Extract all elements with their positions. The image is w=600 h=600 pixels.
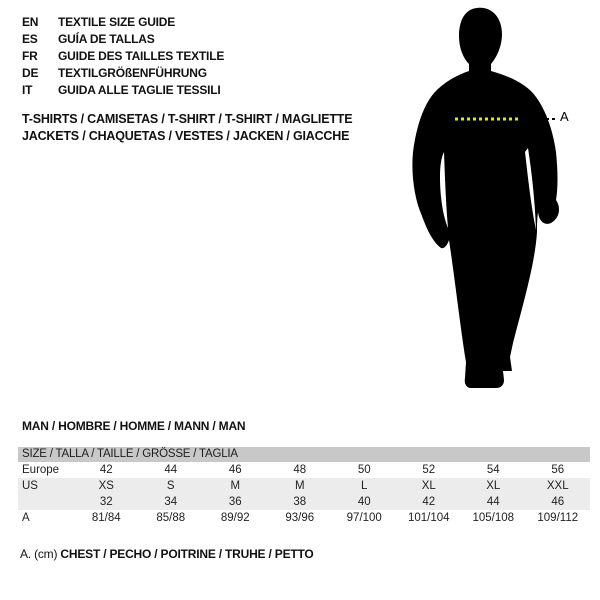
- category-jackets: JACKETS / CHAQUETAS / VESTES / JACKEN / GIACCHE: [22, 129, 350, 143]
- size-cell: 42: [422, 496, 436, 508]
- size-cell: 56: [551, 464, 565, 476]
- language-code: IT: [22, 83, 33, 97]
- gender-heading: MAN / HOMBRE / HOMME / MANN / MAN: [22, 419, 246, 433]
- size-cell: 48: [293, 464, 307, 476]
- garment-categories: [22, 111, 352, 145]
- language-code: EN: [22, 15, 39, 29]
- size-cell: 101/104: [407, 512, 450, 524]
- size-cell: XS: [98, 480, 114, 492]
- size-cell: 93/96: [285, 512, 315, 524]
- language-row-en: [22, 14, 224, 31]
- footnote-text: CHEST / PECHO / POITRINE / TRUHE / PETTO: [60, 547, 314, 561]
- row-label: US: [22, 480, 38, 492]
- man-silhouette-figure: [400, 2, 585, 400]
- size-cell: 52: [422, 464, 436, 476]
- size-cell: M: [230, 480, 241, 492]
- size-table-header: SIZE / TALLA / TAILLE / GRÖSSE / TAGLIA: [18, 447, 590, 462]
- language-title: TEXTILE SIZE GUIDE: [58, 15, 176, 29]
- size-cell: S: [166, 480, 175, 492]
- size-cell: 44: [486, 496, 500, 508]
- size-cell: XXL: [546, 480, 569, 492]
- table-row-chest-cm: [18, 510, 590, 526]
- language-title: TEXTILGRÖßENFÜHRUNG: [58, 66, 207, 80]
- size-cell: M: [294, 480, 305, 492]
- size-cell: 89/92: [220, 512, 250, 524]
- language-row-fr: [22, 48, 224, 65]
- measure-label-a: A: [560, 109, 569, 124]
- size-table: [18, 447, 590, 526]
- size-cell: 42: [99, 464, 113, 476]
- size-cell: 109/112: [537, 512, 579, 524]
- size-cell: 54: [486, 464, 500, 476]
- size-cell: 44: [164, 464, 178, 476]
- language-title: GUIDE DES TAILLES TEXTILE: [58, 49, 225, 63]
- size-cell: 38: [293, 496, 307, 508]
- measurement-footnote: [20, 547, 314, 561]
- size-cell: 32: [99, 496, 113, 508]
- size-cell: L: [361, 480, 368, 492]
- table-row-us: [18, 478, 590, 494]
- language-row-it: [22, 82, 224, 99]
- language-list: [22, 14, 224, 99]
- size-cell: 105/108: [472, 512, 515, 524]
- size-cell: XL: [421, 480, 436, 492]
- language-code: FR: [22, 49, 38, 63]
- language-row-de: [22, 65, 224, 82]
- table-row-europe: [18, 462, 590, 478]
- size-cell: 36: [228, 496, 242, 508]
- language-code: DE: [22, 66, 39, 80]
- size-cell: 97/100: [346, 512, 382, 524]
- size-cell: 34: [164, 496, 178, 508]
- size-cell: XL: [486, 480, 501, 492]
- row-label: [18, 494, 74, 510]
- man-silhouette-icon: [400, 2, 585, 400]
- language-code: ES: [22, 32, 38, 46]
- size-cell: 50: [357, 464, 371, 476]
- size-cell: 46: [228, 464, 242, 476]
- row-label: A: [22, 512, 30, 524]
- language-title: GUÍA DE TALLAS: [58, 32, 155, 46]
- row-label: Europe: [22, 464, 60, 476]
- size-cell: 46: [551, 496, 565, 508]
- language-title: GUIDA ALLE TAGLIE TESSILI: [58, 83, 221, 97]
- language-row-es: [22, 31, 224, 48]
- category-tshirts: T-SHIRTS / CAMISETAS / T-SHIRT / T-SHIRT / MAGLIETTE: [22, 112, 353, 126]
- size-cell: 81/84: [91, 512, 121, 524]
- size-cell: 40: [357, 496, 371, 508]
- footnote-prefix: A. (cm): [20, 547, 58, 561]
- table-row-numeric: [18, 494, 590, 510]
- size-cell: 85/88: [156, 512, 186, 524]
